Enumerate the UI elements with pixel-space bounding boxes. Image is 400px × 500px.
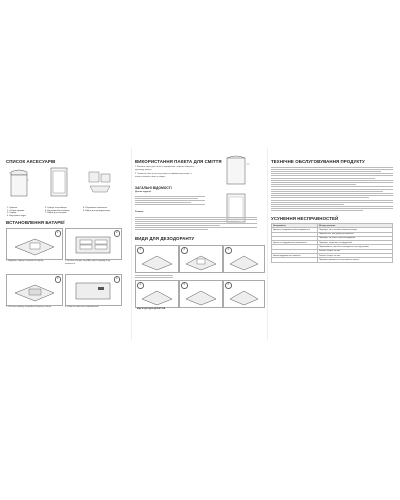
container-diagram — [87, 170, 113, 194]
fold-line — [267, 148, 268, 340]
bin-exploded-diagram — [48, 166, 70, 198]
table-cell: Замініть батареї на нові. — [317, 249, 392, 253]
deo-text-lines — [135, 273, 263, 279]
accessory-item: 3. Корпус — [7, 212, 17, 214]
deodorant-compartment-label: ВІДСІК ДЛЯ ДЕЗОДОРАТОРА — [137, 308, 166, 310]
step-number: 3 — [225, 247, 232, 254]
bin-diagram — [8, 168, 30, 198]
sensor-label: Датчик індукції: — [135, 191, 152, 193]
bin-top-diagram — [221, 154, 251, 188]
troubleshooting-title: УСУНЕННЯ НЕСПРАВНОСТЕЙ — [271, 216, 339, 221]
deo-step-4-image — [135, 280, 179, 308]
maintenance-title: ТЕХНІЧНЕ ОБСЛУГОВУВАННЯ ПРОДУКТУ — [271, 159, 365, 164]
table-cell: Кришка не відкривається/не закривається — [272, 228, 318, 232]
battery-step-4-caption: 4. Увімкніть живлення перемикачем. — [65, 306, 99, 308]
table-cell — [272, 258, 318, 262]
battery-step-1-caption: 1. Відкрийте кришку батарейного відсіку. — [6, 260, 44, 262]
bag-step: 2. Заповніть вільну частину пакета в прийомному отворі, а потім встановіть пакет у корпус. — [135, 173, 192, 179]
step-number: 5 — [181, 282, 188, 289]
table-cell: Перемкніться, щоб увімкнути живлення. — [317, 232, 392, 236]
accessory-item: 7. Відсік для батарей — [45, 212, 67, 214]
accessory-list-middle — [45, 207, 70, 215]
column-header: Несправність — [272, 224, 318, 228]
battery-title: ВСТАНОВЛЕННЯ БАТАРЕЇ — [6, 220, 65, 225]
table-cell: Кришка відкривається повільно — [272, 254, 318, 258]
table-cell: Кришка не відкривається автоматично — [272, 241, 318, 245]
step-number: 6 — [225, 282, 232, 289]
step-number: 4 — [114, 276, 121, 283]
table-cell: Перевірте, чи немає сторонніх предметів. — [317, 236, 392, 240]
battery-step-1-image — [6, 228, 63, 260]
accessory-item: 8. Перемикач живлення — [83, 207, 108, 209]
accessory-item: 9. Відсік для дезодоратора — [83, 209, 111, 212]
deo-step-2-image — [179, 245, 223, 273]
accessories-title: СПИСОК АКСЕСУАРІВ — [6, 159, 56, 164]
maintenance-lines — [271, 165, 393, 213]
deo-step-6-image — [223, 280, 265, 308]
table-cell: Переконайтеся, що об'єкт знаходиться в зоні дії датчика. — [317, 245, 392, 249]
accessory-item: 1. Кришка — [7, 207, 18, 209]
battery-step-3-image — [6, 274, 63, 306]
accessory-list-right — [83, 207, 110, 212]
bag-usage-steps — [135, 166, 197, 179]
step-number: 3 — [55, 276, 62, 283]
accessory-item: 5. Корпус контейнера — [45, 207, 67, 209]
table-cell: Перевірте правильність встановлення пакета. — [317, 258, 392, 262]
bag-step: 1. Візьміть пакет для сміття з внутрішньої сторони, поверніть підкладку пакета. — [135, 166, 195, 171]
step-number: 1 — [137, 247, 144, 254]
column-header: Методи усунення — [317, 224, 392, 228]
table-cell: Перевірте, чи датчик не забруднений. — [317, 241, 392, 245]
step-number: 2 — [114, 230, 121, 237]
column-maintenance — [271, 148, 395, 340]
column-accessories — [3, 148, 123, 340]
instruction-sheet — [3, 148, 397, 340]
battery-step-2-caption: 2. Вставте батареї типу АА у відсік відповідно до полярності. — [65, 260, 111, 265]
deo-step-3-image — [223, 245, 265, 273]
deo-step-1-image — [135, 245, 179, 273]
step-number: 4 — [137, 282, 144, 289]
general-info-title: ЗАГАЛЬНІ ВІДОМОСТІ — [135, 186, 172, 190]
battery-step-3-caption: 3. Поставте кришку батарейного відсіку на місце. — [6, 306, 52, 308]
table-cell: Замініть батареї на нові. — [317, 254, 392, 258]
battery-step-4-image — [65, 274, 122, 306]
modes-lines — [135, 215, 257, 231]
deo-step-5-image — [179, 280, 223, 308]
troubleshooting-table — [271, 223, 393, 263]
table-row — [272, 258, 393, 262]
column-bag-usage — [135, 148, 265, 340]
modes-label: Режими: — [135, 211, 144, 213]
general-info-lines — [135, 195, 205, 206]
battery-step-2-image — [65, 228, 122, 260]
accessory-item: 4. Внутрішнє відро — [7, 214, 26, 217]
deodorant-title: ВИДИ ДЛЯ ДЕЗОДОРАНТУ — [135, 236, 195, 241]
accessory-list-left — [7, 207, 26, 217]
bag-usage-title: ВИКОРИСТАННЯ ПАКЕТА ДЛЯ СМІТТЯ — [135, 159, 222, 164]
table-cell: Перевірте, чи не потрібно замінити батареї. — [317, 228, 392, 232]
accessory-item: 6. Внутрішній контейнер — [45, 209, 70, 212]
fold-line — [131, 148, 132, 340]
step-number: 1 — [55, 230, 62, 237]
accessory-item: 2. Обідок кришки — [7, 209, 25, 212]
step-number: 2 — [181, 247, 188, 254]
